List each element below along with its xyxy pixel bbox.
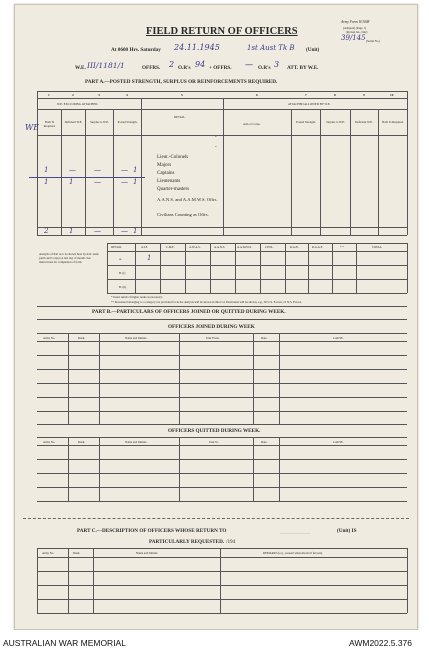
rule — [308, 243, 309, 293]
form-adapted: (Adapted) (Page 1) — [343, 26, 366, 30]
rule — [320, 109, 321, 235]
rule — [253, 333, 254, 424]
rule — [210, 243, 211, 293]
rank-captains: Captains — [157, 171, 175, 176]
col-num-9: 9 — [363, 93, 365, 97]
rule — [332, 243, 333, 293]
rule — [160, 243, 161, 293]
col-num-3: 3 — [98, 93, 100, 97]
unit-label: (Unit) — [306, 47, 320, 53]
part-c-subtitle: PARTICULARLY REQUESTED. — [149, 539, 225, 545]
row1-c5: 1 — [133, 166, 138, 174]
rule — [37, 487, 407, 488]
quitted-col-unit-to: Unit To. — [209, 440, 219, 444]
rule — [37, 437, 407, 438]
total-c4: — — [121, 227, 128, 235]
we-label: W.E. — [75, 65, 86, 71]
head-arm: Arm or Corps. — [243, 122, 261, 126]
ors2-label: O.R's — [258, 65, 271, 71]
analysis-col-cmf: C.M.F. — [166, 245, 175, 249]
quitted-col-date: Date. — [261, 440, 268, 444]
rule — [107, 243, 407, 244]
rule — [407, 91, 408, 235]
asterisk-1: * — [215, 135, 217, 139]
head-posted-r: Posted Strength. — [296, 120, 316, 124]
analysis-col-ran: R.A.N. — [290, 245, 299, 249]
rule — [37, 98, 407, 99]
rule — [279, 333, 280, 424]
analysis-row-bi: B. (i) — [119, 271, 126, 275]
rule — [37, 333, 407, 334]
form-sheet — [14, 4, 418, 630]
part-c-date: /194 — [226, 539, 236, 545]
total-c5: 1 — [133, 227, 138, 235]
rule — [37, 369, 407, 370]
rule — [99, 333, 100, 424]
rule — [37, 424, 407, 425]
att-group-head: ATTACHED ALLOWED BY W.E. — [288, 102, 331, 106]
rule — [68, 437, 69, 501]
we-marginal-note: WE — [25, 123, 40, 132]
part-c-col-rank: Rank. — [73, 551, 81, 555]
analysis-aif-a: 1 — [147, 254, 152, 262]
total-c3: — — [94, 227, 101, 235]
rank-lieutenants: Lieutenants — [157, 179, 181, 184]
rule — [37, 548, 38, 613]
head-deficient: Deficient W.E. — [64, 120, 83, 124]
rule — [37, 397, 407, 398]
part-c-unit: (Unit) IS — [337, 528, 357, 534]
ors2-value: 3 — [274, 60, 280, 69]
rule — [291, 109, 292, 235]
head-surplus: Surplus to W.E. — [90, 120, 109, 124]
head-surplus-r: Surplus to W.E. — [326, 120, 345, 124]
rule — [260, 243, 261, 293]
detail-head: DETAIL. — [174, 115, 186, 119]
ors-label: O.R's — [178, 65, 191, 71]
rule — [37, 235, 407, 236]
head-both-ts-r: Both Ts Required. — [382, 120, 404, 124]
part-c-title: PART C.—DESCRIPTION OF OFFICERS WHOSE RETURN TO — [77, 528, 227, 534]
we-value: III/1181/1 — [87, 61, 125, 70]
analysis-col-civil: CIVIL. — [265, 245, 274, 249]
rule — [93, 548, 94, 613]
col-num-1: 1 — [48, 93, 50, 97]
rule — [37, 306, 407, 307]
rule — [68, 333, 69, 424]
rule — [37, 355, 407, 356]
part-c-col-name: Name and Initials. — [136, 551, 159, 555]
col-num-5: 5 — [181, 93, 183, 97]
rule — [37, 91, 38, 235]
row2-c1: 1 — [44, 178, 49, 186]
part-c-col-remarks: REMARKS (e.g., present whereabouts if known). — [263, 551, 323, 555]
rule — [37, 341, 407, 342]
rank-majors: Majors — [157, 163, 172, 168]
rule — [61, 109, 62, 235]
serial-label: (Serial No.) — [366, 39, 381, 43]
plus-offrs-label: + OFFRS. — [209, 65, 232, 71]
rank-civilians: Civilians Counting as Offrs. — [157, 212, 209, 217]
rule — [107, 293, 407, 294]
rule — [107, 265, 407, 266]
plus-offrs-value: — — [245, 60, 253, 69]
at-date: 24.11.1945 — [174, 43, 220, 52]
col-num-7: 7 — [305, 93, 307, 97]
joined-col-name: Name and Initials. — [125, 336, 148, 340]
rule — [37, 135, 407, 136]
part-a-title: PART A.—POSTED STRENGTH, SURPLUS OR REINFORCEMENTS REQUIRED. — [85, 79, 278, 85]
rule — [37, 411, 407, 412]
row2-c5: 1 — [133, 178, 138, 186]
total-c2: 1 — [69, 227, 74, 235]
rule — [37, 227, 407, 228]
row1-c4: — — [121, 166, 128, 174]
row1-c3: — — [94, 166, 101, 174]
analysis-detail-head: DETAIL — [111, 245, 122, 249]
rule — [107, 251, 407, 252]
analysis-row-a: A. — [119, 257, 122, 261]
analysis-row-bii: B. (ii) — [119, 285, 127, 289]
serial-number: 39/145 — [341, 34, 366, 42]
rule — [37, 91, 407, 92]
total-c1: 2 — [44, 227, 49, 235]
col-num-8: 8 — [334, 93, 336, 97]
offrs-label: OFFRS. — [142, 65, 161, 71]
rule — [285, 243, 286, 293]
rule — [37, 319, 407, 320]
analysis-col-total: TOTAL. — [372, 245, 383, 249]
form-revised: (Revised Jan., 1942) — [346, 31, 368, 34]
at-line: At 0600 Hrs. Saturday — [111, 47, 161, 53]
att-label: ATT. BY W.E. — [287, 65, 319, 71]
footer-right: AWM2022.5.376 — [349, 638, 412, 648]
rule — [179, 333, 180, 424]
rule — [185, 243, 186, 293]
part-c-col-army-no: Army No. — [42, 551, 55, 555]
quitted-col-army-no: Army No. — [43, 440, 56, 444]
joined-title: OFFICERS JOINED DURING WEEK — [168, 324, 255, 330]
rule — [179, 437, 180, 501]
footer-left: AUSTRALIAN WAR MEMORIAL — [3, 638, 126, 648]
joined-col-date: Date. — [261, 336, 268, 340]
analysis-col-aans: A.A.N.S. — [214, 245, 226, 249]
col-num-2: 2 — [72, 93, 74, 97]
rule — [279, 437, 280, 501]
rule — [135, 243, 136, 293]
rank-lt-col: Lieut.-Colonels — [157, 155, 189, 160]
head-both-ts: Both Ts Required. — [43, 120, 56, 128]
rank-aans: A.A.N.S. and A.A.M.W.S. Offrs. — [157, 197, 218, 202]
rule — [107, 243, 108, 293]
unit-name: 1st Aust Tk B — [247, 44, 295, 52]
rule — [235, 243, 236, 293]
row2-c4: — — [121, 178, 128, 186]
row2-c3: — — [94, 178, 101, 186]
quitted-title: OFFICERS QUITTED DURING WEEK. — [168, 428, 261, 434]
joined-col-unit-from: Unit From. — [206, 336, 220, 340]
joined-col-cause: CAUSE. — [333, 336, 344, 340]
rule — [113, 109, 114, 235]
we-group-head: W.E. EXCLUDING ATTACHED. — [57, 102, 99, 106]
head-deficient-r: Deficient W.E. — [355, 120, 373, 124]
rule — [220, 548, 221, 613]
rule — [37, 473, 407, 474]
col-num-10: 10 — [390, 93, 394, 97]
joined-col-rank: Rank. — [78, 336, 86, 340]
part-b-title: PART B.—PARTICULARS OF OFFICERS JOINED OR QUITTED DURING WEEK. — [92, 309, 286, 315]
quitted-col-cause: CAUSE. — [333, 440, 344, 444]
row1-c2: — — [69, 166, 76, 174]
row1-c1: 1 — [44, 166, 49, 174]
rule — [37, 613, 407, 614]
analysis-col-aamws: A.A.M.W.S. — [237, 245, 252, 249]
rule — [350, 109, 351, 235]
rule — [407, 243, 408, 293]
col-num-6: 6 — [256, 93, 258, 97]
quitted-col-rank: Rank. — [78, 440, 86, 444]
rule — [37, 109, 407, 110]
col-num-4: 4 — [126, 93, 128, 97]
row2-c2: 1 — [69, 178, 74, 186]
rule — [356, 243, 357, 293]
rule — [99, 437, 100, 501]
head-posted: Posted Strength. — [117, 120, 138, 124]
asterisk-2: * — [215, 145, 217, 149]
rule — [223, 98, 224, 235]
rule — [85, 109, 86, 235]
rule — [37, 501, 407, 502]
rule — [37, 459, 407, 460]
rule — [407, 548, 408, 613]
analysis-note-2: ** Personnel belonging to a category not provided for in the analysis will be shown in this Col. Particulars will be shown, e.g., 30 U.S. Forces; 21 N.S. Forces. — [111, 300, 302, 304]
rule — [378, 109, 379, 235]
offrs-value: 2 — [169, 60, 175, 69]
analysis-col-awas: A.W.A.S. — [189, 245, 201, 249]
form-title: FIELD RETURN OF OFFICERS — [146, 26, 298, 37]
rule — [68, 548, 69, 613]
joined-col-army-no: Army No. — [43, 336, 56, 340]
analysis-note-1: * Insert detail of higher ranks as necessary. — [111, 295, 163, 299]
quitted-col-name: Name and Initials. — [125, 440, 148, 444]
rule — [107, 279, 407, 280]
form-reference: Army Form W.3008 — [341, 20, 370, 24]
rank-qm: Quarter-masters — [157, 187, 190, 192]
ors-value: 94 — [195, 60, 206, 69]
rule — [23, 518, 409, 519]
footer-bar — [0, 630, 429, 653]
analysis-col-other: * * — [340, 245, 344, 249]
rule — [141, 98, 142, 235]
analysis-col-aif: A.I.F. — [141, 245, 148, 249]
rule — [253, 437, 254, 501]
rule — [37, 445, 407, 446]
analysis-col-raaf: R.A.A.F. — [312, 245, 323, 249]
analysis-side-note: Analysis of Part A to be shown here by ALL units (Arm and Corps) on last day of month. See instructions for completion of form. — [39, 252, 99, 264]
rule — [37, 383, 407, 384]
part-c-dots: ........................................ — [280, 531, 310, 535]
